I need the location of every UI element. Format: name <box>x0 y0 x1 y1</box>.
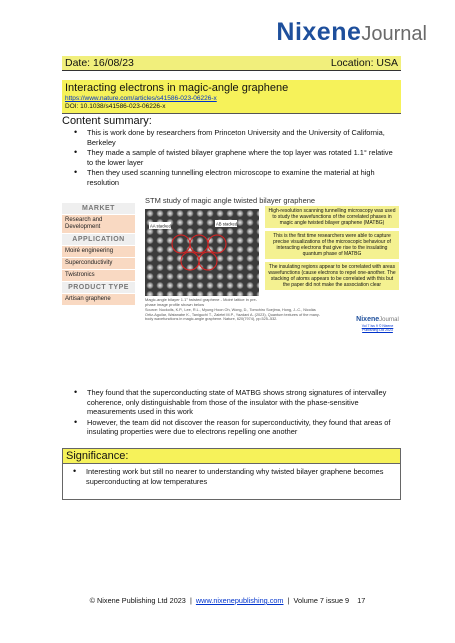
summary-bullet: • Then they used scanning tunnelling electron microscope to examine the material at high resolution <box>70 168 400 187</box>
date-location-bar <box>62 56 401 70</box>
finding-bullet: • However, the team did not discover the reason for superconductivity, they found that areas of insulating properties were due to electrons repelling one another <box>70 418 400 437</box>
stm-image <box>145 209 259 296</box>
figure-notes <box>265 206 399 293</box>
application-heading: APPLICATION <box>62 234 135 245</box>
stm-figure <box>62 196 401 356</box>
article-title-box <box>62 80 401 114</box>
mini-logo <box>354 309 401 332</box>
footer-separator: | <box>189 596 192 605</box>
mini-logo-brand: Nixene <box>356 316 380 323</box>
product-tag: Artisan graphene <box>62 294 135 305</box>
header-rule <box>62 70 401 71</box>
note-box: High-resolution scanning tunnelling microscopy was used to study the wavefunctions of the correlated phases in magic angle twisted bilayer graphene (MATBG) <box>265 206 399 228</box>
article-title: Interacting electrons in magic-angle graphene <box>65 82 289 94</box>
mini-logo-journal: Journal <box>379 317 399 323</box>
ab-label: AB stacked <box>216 221 238 227</box>
figure-source: Source: Nuckolls, K.P., Lee, R.L., Myung Hoon Oh, Wong, D., Tomohiro Soejima, Hong, J.-C., Nicolás Ortiz-Aguilar, Watanabe K., Taniguchi T., Zaletel M.P., Yazdani A. (2023), Quantum textures of the many-body wavefunctions in magic-angle graphene. Nature, 620(7974), pp.525–532. <box>145 308 321 322</box>
logo-brand: Nixene <box>276 18 362 46</box>
figure-caption: Magic-angle bilayer 1.1° twisted graphene - Moiré lattice in pre-phase image profile shown below <box>145 297 258 307</box>
summary-heading: Content summary: <box>62 115 152 127</box>
location-text: Location: USA <box>330 57 398 69</box>
application-tag: Twistronics <box>62 270 135 281</box>
footer-page-number: 17 <box>357 596 366 605</box>
significance-bullet: • Interesting work but still no nearer to understanding why twisted bilayer graphene becomes superconducting at low temperatures <box>69 467 394 486</box>
note-box: This is the first time researchers were able to capture precise visualizations of the microscopic behaviour of interacting electrons that give rise to the insulating quantum phase of MATBG <box>265 231 399 259</box>
logo-journal: Journal <box>361 23 427 45</box>
significance-list <box>69 467 394 486</box>
application-tag: Moiré engineering <box>62 246 135 257</box>
finding-bullet: • They found that the superconducting state of MATBG shows strong signatures of intervalley coherence, only distinguishable from those of the insulator with the phase-sensitive measurements used in this work <box>70 388 400 417</box>
figure-title: STM study of magic angle twisted bilayer graphene <box>145 196 316 205</box>
significance-heading: Significance: <box>63 449 400 464</box>
market-tag: Research and Development <box>62 215 135 233</box>
product-type-heading: PRODUCT TYPE <box>62 282 135 293</box>
footer-volume: Volume 7 issue 9 <box>293 596 350 605</box>
date-text: Date: 16/08/23 <box>65 57 134 69</box>
journal-logo <box>276 20 427 45</box>
footer-separator: | <box>287 596 290 605</box>
findings-list <box>70 388 400 438</box>
article-url-link[interactable]: https://www.nature.com/articles/s41586-023-06226-x <box>65 95 217 102</box>
summary-bullet: • They made a sample of twisted bilayer graphene where the top layer was rotated 1.1° relative to the lower layer <box>70 148 400 167</box>
mini-logo-sub: Vol 7 Iss 9 © Nixene Publishing Ltd 2023 <box>361 324 394 332</box>
footer-copyright: © Nixene Publishing Ltd 2023 <box>89 596 186 605</box>
application-tag: Superconductivity <box>62 258 135 269</box>
significance-box <box>62 448 401 500</box>
summary-list <box>70 128 400 189</box>
footer-website-link[interactable]: www.nixenepublishing.com <box>195 596 284 605</box>
market-heading: MARKET <box>62 203 135 214</box>
aa-label: AA stacked <box>150 223 171 229</box>
summary-bullet: • This is work done by researchers from Princeton University and the University of California, Berkeley <box>70 128 400 147</box>
note-box: The insulating regions appear to be correlated with areas wavefunctions (cause electrons to repel one-another. The stacking of atoms appears to be correlated with this but the paper did not make the association clear <box>265 262 399 290</box>
page-footer <box>0 596 455 605</box>
figure-sidebar <box>62 203 135 306</box>
article-doi: DOI: 10.1038/s41586-023-06226-x <box>65 103 166 110</box>
